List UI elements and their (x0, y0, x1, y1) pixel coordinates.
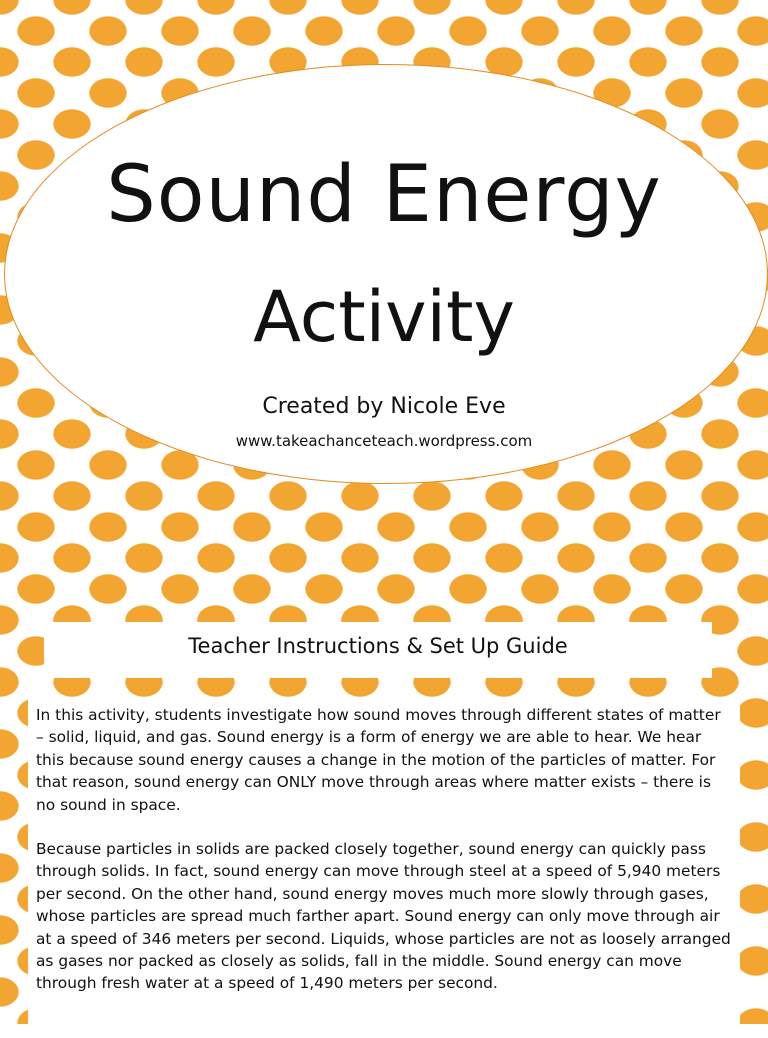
guide-heading-box (44, 622, 712, 678)
instructions-paragraph: Because particles in solids are packed closely together, sound energy can quickly pass through solids. In fact, sound energy can move through steel at a speed of 5,940 meters per second. On the other hand, sound energy moves much more slowly through gases, whose particles are spread much farther apart. Sound energy can only move through air at a speed of 346 meters per second. Liquids, whose particles are not as loosely arranged as gases nor packed as closely as solids, fall in the middle. Sound energy can move through fresh water at a speed of 1,490 meters per second. (36, 840, 731, 993)
title-ellipse (4, 64, 768, 484)
instructions-box (28, 698, 740, 1038)
guide-heading: Teacher Instructions & Set Up Guide (188, 634, 568, 658)
cover-subtitle: Activity (253, 276, 515, 358)
author-credit: Created by Nicole Eve (262, 394, 506, 419)
website-link[interactable]: www.takeachanceteach.wordpress.com (235, 432, 533, 450)
instructions-paragraph: In this activity, students investigate how sound moves through different states of matter – solid, liquid, and gas. Sound energy is a form of energy we are able to hear. We hear this because sound energy causes a change in the motion of the particles of matter. For that reason, sound energy can ONLY move through areas where matter exists – there is no sound in space. (36, 706, 721, 814)
cover-title: Sound Energy (106, 150, 662, 240)
